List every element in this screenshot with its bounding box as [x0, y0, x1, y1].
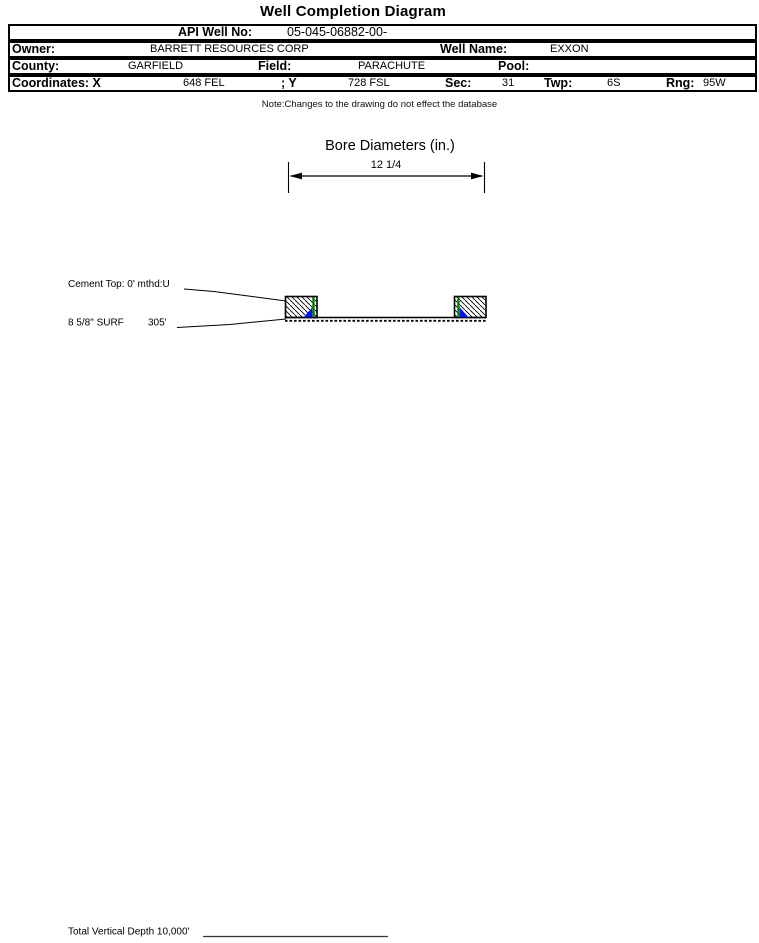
surface-casing-label: 8 5/8" SURF	[68, 317, 124, 329]
cement-annulus-left	[286, 297, 318, 318]
surface-casing-depth: 305'	[148, 317, 167, 329]
field-label: Field:	[258, 59, 292, 73]
county-label: County:	[12, 59, 60, 73]
cement-top-leader-line	[184, 289, 286, 301]
owner-label: Owner:	[12, 42, 56, 56]
rng-label: Rng:	[666, 76, 695, 90]
rng-value: 95W	[703, 77, 726, 89]
total-vertical-depth-label: Total Vertical Depth 10,000'	[68, 926, 190, 938]
sec-value: 31	[502, 77, 515, 89]
cement-top-label: Cement Top: 0' mthd:U	[68, 279, 170, 290]
well-name-label: Well Name:	[440, 42, 508, 56]
api-well-no-label: API Well No:	[178, 25, 253, 39]
table-row-county	[8, 58, 757, 75]
well-name-value: EXXON	[550, 43, 589, 55]
arrowhead-left-icon	[290, 173, 303, 180]
database-note: Note:Changes to the drawing do not effect the database	[261, 99, 498, 110]
coordinate-y-label: ; Y	[281, 76, 297, 90]
table-row-coordinates	[8, 75, 757, 92]
well-header-table	[8, 24, 757, 92]
api-well-no-value: 05-045-06882-00-	[287, 25, 388, 39]
table-row-owner	[8, 41, 757, 58]
sec-label: Sec:	[445, 76, 472, 90]
casing-depth-leader-line	[177, 319, 286, 328]
coordinates-label: Coordinates: X	[12, 76, 101, 90]
bore-diameter-value: 12 1/4	[370, 159, 402, 171]
coordinate-y-value: 728 FSL	[348, 77, 390, 89]
county-value: GARFIELD	[128, 60, 184, 72]
field-value: PARACHUTE	[358, 60, 426, 72]
pool-label: Pool:	[498, 59, 530, 73]
twp-label: Twp:	[544, 76, 573, 90]
arrowhead-right-icon	[471, 173, 484, 180]
well-bore-diagram	[0, 120, 759, 943]
table-row-api	[8, 24, 757, 41]
coordinate-x-value: 648 FEL	[183, 77, 225, 89]
owner-value: BARRETT RESOURCES CORP	[150, 43, 309, 55]
twp-value: 6S	[607, 77, 621, 89]
page-title: Well Completion Diagram	[259, 3, 446, 20]
bore-diameters-title: Bore Diameters (in.)	[325, 138, 455, 154]
